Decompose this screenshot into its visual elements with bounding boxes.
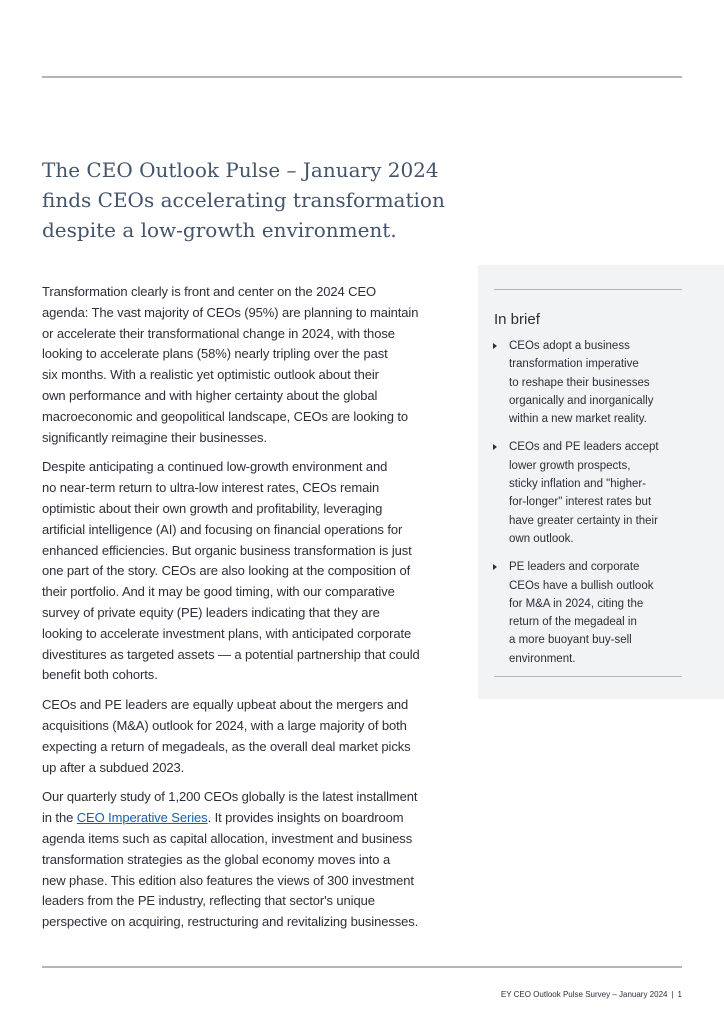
page-footer [501, 990, 682, 999]
text-line: significantly reimagine their businesses. [42, 429, 267, 445]
text-line: perspective on acquiring, restructuring and revitalizing businesses. [42, 914, 419, 930]
text-line: agenda: The vast majority of CEOs (95%) are planning to maintain [42, 304, 419, 320]
text-line: divestitures as targeted assets — a potential partnership that could [42, 646, 420, 662]
text-line: their portfolio. And it may be good timing, with our comparative [42, 584, 395, 600]
text-line: expecting a return of megadeals, as the overall deal market picks [42, 738, 411, 754]
bullet-line: PE leaders and corporate [509, 561, 640, 574]
text-line: no near-term return to ultra-low interest rates, CEOs remain [42, 480, 380, 496]
bullet-line: within a new market reality. [509, 413, 647, 426]
text-line: transformation strategies as the global economy moves into a [42, 851, 391, 867]
in-brief-sidebar [478, 265, 724, 699]
paragraph-ma [42, 695, 474, 778]
footer-text: EY CEO Outlook Pulse Survey – January 2024 [500, 990, 668, 999]
bullet-line: own outlook. [509, 532, 574, 545]
text-line: Our quarterly study of 1,200 CEOs globally is the latest installment [42, 789, 418, 805]
text-line: Despite anticipating a continued low-growth environment and [42, 459, 388, 475]
bullet-line: have greater certainty in their [509, 514, 658, 527]
paragraph-intro [42, 282, 474, 448]
bullet-line: return of the megadeal in [509, 616, 637, 629]
sidebar-bottom-rule [494, 676, 682, 677]
body-text [42, 282, 474, 942]
bullet-line: for M&A in 2024, citing the [509, 597, 644, 610]
text-line: acquisitions (M&A) outlook for 2024, with a large majority of both [42, 717, 407, 733]
paragraph-outlook [42, 457, 474, 686]
title-line: The CEO Outlook Pulse – January 2024 [42, 158, 439, 182]
bullet-line: CEOs adopt a business [509, 340, 630, 352]
page-title [42, 155, 462, 245]
bottom-rule [42, 966, 682, 968]
text-line: CEOs and PE leaders are equally upbeat about the mergers and [42, 697, 409, 713]
text-line: survey of private equity (PE) leaders indicating that they are [42, 604, 380, 620]
text-line: new phase. This edition also features the views of 300 investment [42, 872, 414, 888]
bullet-line: environment. [509, 652, 576, 665]
text-line: optimistic about their own growth and profitability, leveraging [42, 500, 383, 516]
in-brief-list [492, 337, 682, 678]
text-line: agenda items such as capital allocation, investment and business [42, 830, 413, 846]
text-fragment: . It provides insights on boardroom [207, 810, 404, 826]
list-item [492, 558, 682, 668]
text-line: benefit both cohorts. [42, 667, 158, 683]
text-line: artificial intelligence (AI) and focusing on financial operations for [42, 521, 403, 537]
title-line: despite a low-growth environment. [42, 218, 397, 242]
ceo-imperative-series-link[interactable]: CEO Imperative Series [76, 810, 208, 826]
bullet-line: lower growth prospects, [509, 459, 631, 472]
text-line: or accelerate their transformational change in 2024, with those [42, 325, 395, 341]
bullet-line: organically and inorganically [509, 394, 654, 407]
text-line [42, 808, 474, 829]
bullet-line: transformation imperative [509, 358, 639, 371]
text-line: one part of the story. CEOs are also looking at the composition of [42, 563, 411, 579]
bullet-line: sticky inflation and "higher- [509, 478, 647, 491]
title-line: finds CEOs accelerating transformation [42, 188, 445, 212]
text-line: looking to accelerate investment plans, with anticipated corporate [42, 625, 412, 641]
text-line: Transformation clearly is front and center on the 2024 CEO [42, 284, 377, 299]
text-line: own performance and with higher certainty about the global [42, 387, 378, 403]
list-item [492, 438, 682, 548]
bullet-line: CEOs have a bullish outlook [509, 579, 654, 592]
text-line: up after a subdued 2023. [42, 759, 185, 775]
text-line: enhanced efficiencies. But organic business transformation is just [42, 542, 412, 558]
text-line: leaders from the PE industry, reflecting that sector's unique [42, 893, 375, 909]
bullet-arrow-icon [493, 343, 497, 349]
text-line: six months. With a realistic yet optimistic outlook about their [42, 367, 379, 383]
sidebar-top-rule [494, 289, 682, 290]
text-line: looking to accelerate plans (58%) nearly tripling over the past [42, 346, 388, 362]
bullet-line: a more buoyant buy-sell [509, 634, 632, 647]
list-item [492, 337, 682, 428]
sidebar-title: In brief [494, 311, 540, 328]
top-rule [42, 76, 682, 78]
bullet-arrow-icon [493, 444, 497, 450]
text-fragment: in the [42, 810, 77, 826]
bullet-line: CEOs and PE leaders accept [509, 441, 659, 454]
bullet-line: to reshape their businesses [509, 376, 650, 389]
text-line: macroeconomic and geopolitical landscape, CEOs are looking to [42, 408, 409, 424]
bullet-arrow-icon [493, 564, 497, 570]
bullet-line: for-longer" interest rates but [509, 496, 652, 509]
paragraph-study [42, 787, 474, 933]
footer-separator: | [671, 990, 674, 999]
page-number: 1 [677, 990, 682, 999]
